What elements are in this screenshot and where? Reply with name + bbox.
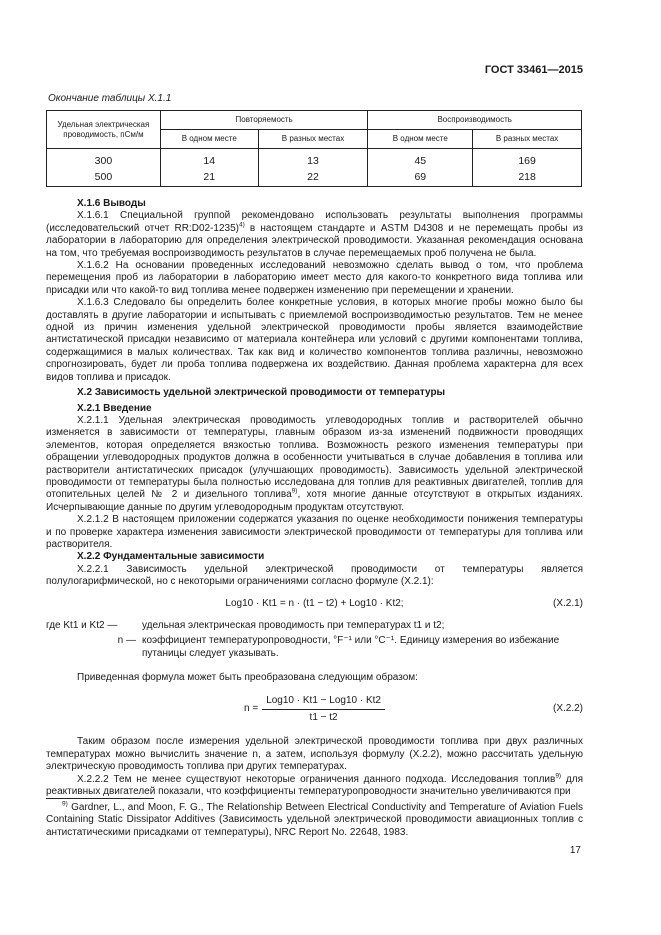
results-table <box>46 110 582 187</box>
cell-reproduce-one: 45 <box>368 149 473 168</box>
paragraph-x162: Х.1.6.2 На основании проведенных исследований невозможно сделать вывод о том, что проблема перемещения проб из лаборатории в лабораторию имеет место для какого-то конкретного вида топлива или присадки или что какой-то вид топлива менее подвержен изменению при перемещении и хранении. <box>46 260 583 296</box>
cell-repeat-one: 21 <box>160 168 258 187</box>
cell-conductivity: 300 <box>47 149 161 168</box>
text: в настоящем стандарте и ASTM D4308 и не перемещать пробы из лаборатории в лабораторию для определения электрической проводимости. Указанная рекомендация основана на том, что требуемая воспроизводимость результатов в случае перемещаемых проб получена не была. <box>46 222 584 259</box>
header-repeat-one: В одном месте <box>160 130 258 149</box>
paragraph-x222 <box>46 774 583 799</box>
standard-header: ГОСТ 33461—2015 <box>484 64 583 76</box>
heading-x21: Х.2.1 Введение <box>77 402 152 414</box>
paragraph-x221: Х.2.2.1 Зависимость удельной электрической проводимости от температуры является полулогарифмической, но с некоторыми ограничениями согласно формуле (Х.2.1): <box>46 563 583 588</box>
equation-x22 <box>46 695 583 725</box>
definition-term: где Kt1 и Kt2 — <box>46 620 118 631</box>
cell-repeat-diff: 13 <box>258 149 368 168</box>
header-reproduce-one: В одном месте <box>368 130 473 149</box>
footnote-ref: 9) <box>291 488 298 496</box>
equation-lhs: n = <box>244 703 259 715</box>
paragraph-conversion: Приведенная формула может быть преобразована следующим образом: <box>77 672 418 684</box>
heading-x22: Х.2.2 Фундаментальные зависимости <box>77 551 265 563</box>
fraction-denominator: t1 − t2 <box>309 712 338 724</box>
equation-formula: Log10 · Kt1 = n · (t1 − t2) + Log10 · Kt2; <box>225 597 404 609</box>
paragraph-x212: Х.2.1.2 В настоящем приложении содержатся указания по оценке необходимости понижения температуры и по проверке характера изменения зависимости электрической проводимости от температуры для топлива или растворителя. <box>46 514 583 550</box>
fraction-numerator: Log10 · Kt1 − Log10 · Kt2 <box>262 695 385 710</box>
cell-reproduce-one: 69 <box>368 168 473 187</box>
cell-reproduce-diff: 218 <box>473 168 582 187</box>
header-reproducibility: Воспроизводимость <box>368 111 582 130</box>
table-caption: Окончание таблицы Х.1.1 <box>48 93 172 104</box>
table-row <box>47 168 582 187</box>
cell-conductivity: 500 <box>47 168 161 187</box>
page-number: 17 <box>569 845 581 856</box>
text: Х.2.2.2 Тем не менее существуют некоторые ограничения данного подхода. Исследования топлив <box>77 773 556 785</box>
footnote-text: Gardner, L., and Moon, F. G., The Relationship Between Electrical Conductivity and Temperature of Aviation Fuels Containing Static Dissipator Additives (Зависимость удельной электрической проводимости авиационных топлив с антистатическими присадками от температуры), NRC Report No. 22648, 1983. <box>46 802 583 838</box>
body-text <box>46 198 583 798</box>
footnote-divider <box>46 798 154 799</box>
heading-x2: Х.2 Зависимость удельной электрической проводимости от температуры <box>77 387 446 399</box>
text: Х.2.1.1 Удельная электрическая проводимость углеводородных топлив и растворителей обычно изменяется в зависимости от температуры, главным образом из-за изменений подвижности проводящих элементов, которая определяется вязкостью топлива. Возможность резкого изменения температуры при обращении углеводородных продуктов должна в особенности учитываться в случае добавления в топлива или растворители антистатических присадок (улучшающих проводимость). Зависимость удельной электрической проводимости от температуры была полностью исследована для топлив для реактивных двигателей, топлив для отопительных целей № 2 и дизельного топлива <box>46 414 583 501</box>
heading-x16: Х.1.6 Выводы <box>77 198 146 209</box>
text: для реактивных двигателей показали, что коэффициенты температуропроводности значительно увеличиваются при <box>46 773 583 798</box>
cell-repeat-diff: 22 <box>258 168 368 187</box>
cell-reproduce-diff: 169 <box>473 149 582 168</box>
equation-x21 <box>46 598 583 610</box>
header-reproduce-diff: В разных местах <box>473 130 582 149</box>
text: Х.1.6.1 Специальной группой рекомендовано использовать результаты выполнения программы (исследовательский отчет RR:D02-1235) <box>46 210 583 234</box>
definition-term: n — <box>117 635 136 647</box>
paragraph-x163: Х.1.6.3 Следовало бы определить более конкретные условия, в которых многие пробы можно было бы доставлять в другие лаборатории и испытывать с приемлемой воспроизводимостью результатов. Тем не менее одной из причин изменения удельной электрической проводимости пробы является взаимодействие антистатической присадки независимо от материала контейнера или условий с другими компонентами топлива, содержащимися в малых количествах. Так как вид и количество компонентов топлива различны, невозможно спрогнозировать, будет ли проба топлива подвержена их воздействию. Данная проблема характерна для всех видов топлива и присадок. <box>46 297 583 383</box>
header-repeat-diff: В разных местах <box>258 130 368 149</box>
footnote-mark: 9) <box>62 800 68 808</box>
header-conductivity: Удельная электрическая проводимость, пСм/м <box>47 111 161 149</box>
paragraph-x161 <box>46 210 583 260</box>
definition-text: удельная электрическая проводимость при температурах t1 и t2; <box>142 620 445 631</box>
table-row <box>47 149 582 168</box>
footnote-ref: 4) <box>239 221 245 229</box>
footnote <box>46 802 583 839</box>
paragraph-after: Таким образом после измерения удельной электрической проводимости топлива при двух различных температурах можно вычислить значение n, а затем, используя формулу (Х.2.2), можно рассчитать удельную электрическую проводимость топлива при других температурах. <box>46 736 583 773</box>
text: , хотя многие данные отсутствуют в открытых изданиях. Исчерпывающие данные по другим углеводородным продуктам отсутствуют. <box>46 489 583 513</box>
equation-number: (Х.2.2) <box>552 703 583 715</box>
cell-repeat-one: 14 <box>160 149 258 168</box>
definition-text: коэффициент температуропроводности, °F⁻¹ или °C⁻¹. Единицу измерения во избежание путаницы следует указывать. <box>142 635 560 659</box>
header-repeatability: Повторяемость <box>160 111 368 130</box>
definition-kt <box>46 620 583 632</box>
paragraph-x211 <box>46 415 583 514</box>
fraction <box>262 695 385 725</box>
footnote-ref: 9) <box>555 772 562 780</box>
equation-number: (Х.2.1) <box>552 597 583 609</box>
definition-n <box>46 635 583 660</box>
